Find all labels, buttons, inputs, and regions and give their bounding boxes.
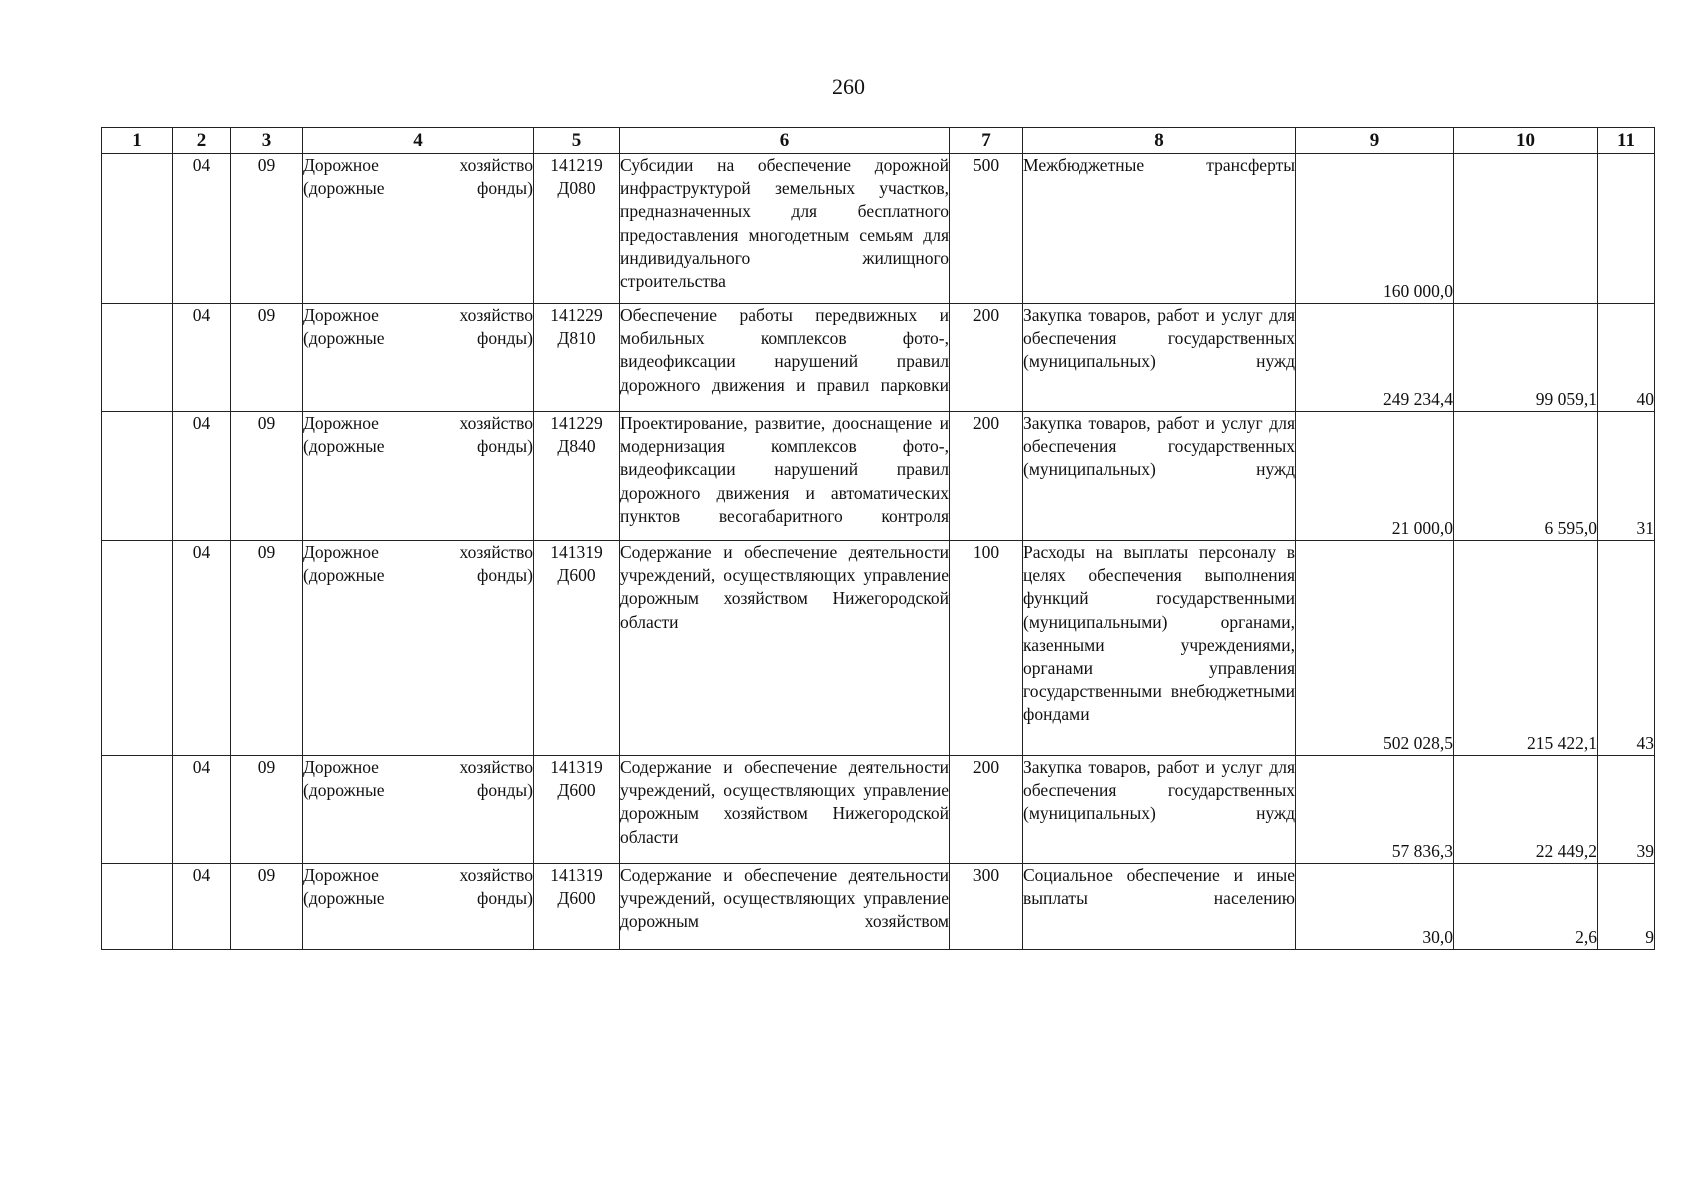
cell-section: 04 (173, 304, 231, 412)
cell-col-1 (102, 756, 173, 864)
cell-expense-name: Закупка товаров, работ и услуг для обеспечения государственных (муниципальных) нужд (1023, 304, 1296, 412)
column-header: 10 (1454, 128, 1598, 154)
column-header: 3 (231, 128, 303, 154)
column-header: 2 (173, 128, 231, 154)
table-row (102, 756, 1655, 864)
cell-col-1 (102, 304, 173, 412)
cell-target-code: 141319 Д600 (534, 756, 620, 864)
cell-subsection: 09 (231, 541, 303, 756)
column-header: 7 (950, 128, 1023, 154)
column-header: 8 (1023, 128, 1296, 154)
cell-subsection: 09 (231, 756, 303, 864)
cell-target-code: 141319 Д600 (534, 541, 620, 756)
cell-subsection: 09 (231, 304, 303, 412)
cell-col-1 (102, 541, 173, 756)
cell-target-code: 141219 Д080 (534, 154, 620, 304)
column-header: 5 (534, 128, 620, 154)
cell-target-name: Содержание и обеспечение деятельности учреждений, осуществляющих управление дорожным хозяйством Нижегородской области (620, 541, 950, 756)
budget-table (101, 127, 1655, 950)
cell-target-code: 141229 Д810 (534, 304, 620, 412)
cell-actual-amount: 22 449,2 (1454, 756, 1598, 864)
cell-plan-amount: 160 000,0 (1296, 154, 1454, 304)
cell-target-name: Субсидии на обеспечение дорожной инфраструктурой земельных участков, предназначенных для бесплатного предоставления многодетным семьям для индивидуального жилищного строительства (620, 154, 950, 304)
cell-percent: 40 (1598, 304, 1655, 412)
cell-percent: 43 (1598, 541, 1655, 756)
cell-percent (1598, 154, 1655, 304)
cell-section: 04 (173, 756, 231, 864)
cell-subsection: 09 (231, 412, 303, 541)
cell-expense-name: Межбюджетные трансферты (1023, 154, 1296, 304)
table-row (102, 154, 1655, 304)
cell-section: 04 (173, 412, 231, 541)
cell-expense-type: 500 (950, 154, 1023, 304)
cell-expense-type: 300 (950, 864, 1023, 950)
cell-percent: 31 (1598, 412, 1655, 541)
cell-col-1 (102, 412, 173, 541)
cell-section-name: Дорожное хозяйство (дорожные фонды) (303, 412, 534, 541)
cell-plan-amount: 502 028,5 (1296, 541, 1454, 756)
cell-plan-amount: 30,0 (1296, 864, 1454, 950)
cell-expense-type: 200 (950, 756, 1023, 864)
cell-expense-type: 200 (950, 304, 1023, 412)
cell-section: 04 (173, 541, 231, 756)
column-header: 9 (1296, 128, 1454, 154)
cell-plan-amount: 249 234,4 (1296, 304, 1454, 412)
cell-section: 04 (173, 864, 231, 950)
table-row (102, 412, 1655, 541)
column-header: 1 (102, 128, 173, 154)
cell-col-1 (102, 864, 173, 950)
cell-target-name: Содержание и обеспечение деятельности учреждений, осуществляющих управление дорожным хозяйством Нижегородской области (620, 756, 950, 864)
cell-actual-amount: 6 595,0 (1454, 412, 1598, 541)
cell-section-name: Дорожное хозяйство (дорожные фонды) (303, 756, 534, 864)
cell-expense-name: Закупка товаров, работ и услуг для обеспечения государственных (муниципальных) нужд (1023, 412, 1296, 541)
cell-section-name: Дорожное хозяйство (дорожные фонды) (303, 541, 534, 756)
cell-actual-amount: 215 422,1 (1454, 541, 1598, 756)
cell-subsection: 09 (231, 864, 303, 950)
cell-target-name: Проектирование, развитие, дооснащение и модернизация комплексов фото-, видеофиксации нарушений правил дорожного движения и автоматических пунктов весогабаритного контроля (620, 412, 950, 541)
cell-expense-type: 100 (950, 541, 1023, 756)
cell-target-code: 141229 Д840 (534, 412, 620, 541)
cell-target-name: Содержание и обеспечение деятельности учреждений, осуществляющих управление дорожным хозяйством (620, 864, 950, 950)
cell-actual-amount: 99 059,1 (1454, 304, 1598, 412)
cell-section-name: Дорожное хозяйство (дорожные фонды) (303, 154, 534, 304)
page-number: 260 (832, 74, 865, 99)
cell-percent: 39 (1598, 756, 1655, 864)
cell-section-name: Дорожное хозяйство (дорожные фонды) (303, 864, 534, 950)
cell-section-name: Дорожное хозяйство (дорожные фонды) (303, 304, 534, 412)
cell-expense-name: Закупка товаров, работ и услуг для обеспечения государственных (муниципальных) нужд (1023, 756, 1296, 864)
cell-target-code: 141319 Д600 (534, 864, 620, 950)
column-header: 6 (620, 128, 950, 154)
table-row (102, 304, 1655, 412)
cell-subsection: 09 (231, 154, 303, 304)
column-header: 11 (1598, 128, 1655, 154)
cell-target-name: Обеспечение работы передвижных и мобильных комплексов фото-, видеофиксации нарушений правил дорожного движения и правил парковки (620, 304, 950, 412)
cell-percent: 9 (1598, 864, 1655, 950)
column-header: 4 (303, 128, 534, 154)
cell-expense-name: Социальное обеспечение и иные выплаты населению (1023, 864, 1296, 950)
cell-plan-amount: 57 836,3 (1296, 756, 1454, 864)
cell-plan-amount: 21 000,0 (1296, 412, 1454, 541)
cell-actual-amount (1454, 154, 1598, 304)
cell-col-1 (102, 154, 173, 304)
cell-actual-amount: 2,6 (1454, 864, 1598, 950)
cell-section: 04 (173, 154, 231, 304)
table-row (102, 541, 1655, 756)
header-row (102, 128, 1655, 154)
table-row (102, 864, 1655, 950)
cell-expense-type: 200 (950, 412, 1023, 541)
cell-expense-name: Расходы на выплаты персоналу в целях обеспечения выполнения функций государственными (муниципальными) органами, казенными учреждениями, органами управления государственными внебюджетными фондами (1023, 541, 1296, 756)
